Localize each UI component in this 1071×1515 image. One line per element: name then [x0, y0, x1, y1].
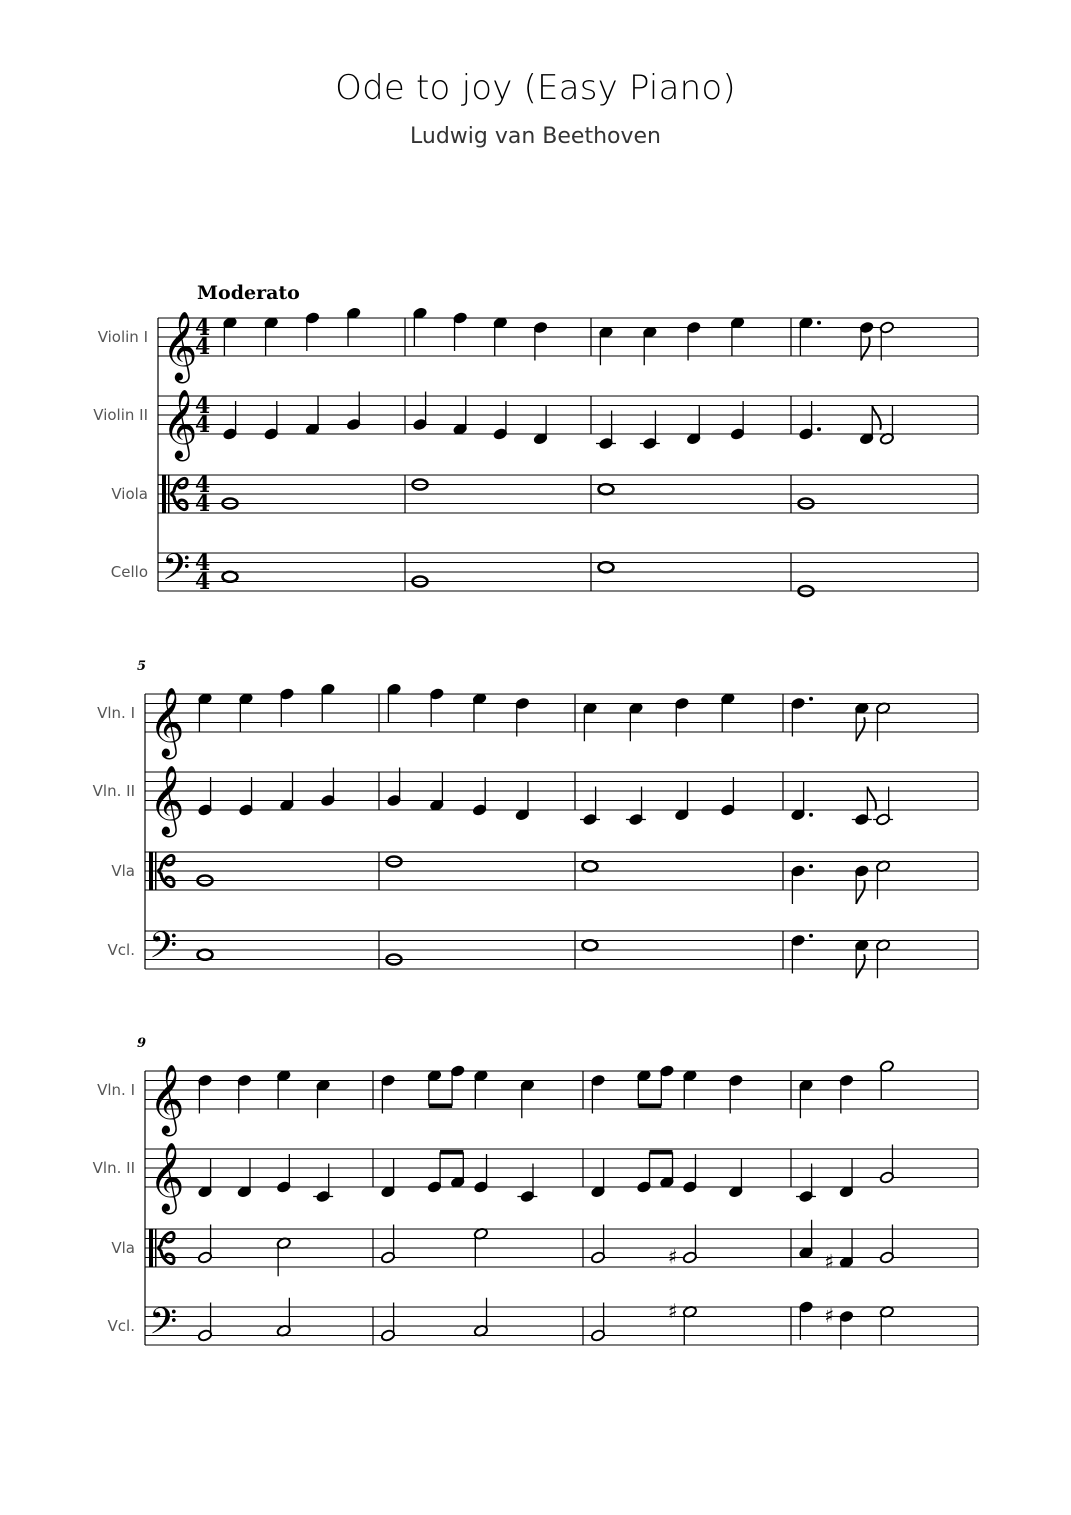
note [305, 312, 320, 351]
note [381, 1225, 396, 1264]
note [852, 787, 876, 826]
treble-clef-icon: 𝄞 [149, 1142, 185, 1212]
note [728, 1159, 743, 1198]
measure [591, 1225, 698, 1269]
note [198, 692, 213, 731]
note [799, 1079, 814, 1118]
staff [93, 389, 978, 461]
note [515, 782, 530, 821]
note [583, 702, 598, 741]
note [279, 772, 294, 811]
measure [599, 316, 745, 365]
notehead [583, 861, 598, 871]
note [730, 401, 745, 440]
note [859, 321, 874, 360]
flag [861, 337, 870, 361]
score-title: Ode to joy (Easy Piano) [335, 68, 736, 108]
note [626, 787, 646, 826]
note [276, 1069, 291, 1108]
measure [583, 940, 598, 950]
note [223, 316, 238, 355]
augmentation-dot [809, 934, 813, 938]
note [730, 316, 745, 355]
note [659, 1152, 674, 1188]
note [198, 777, 213, 816]
instrument-label: Vln. I [97, 1081, 135, 1099]
sharp-icon: ♯ [824, 1249, 835, 1274]
note [387, 683, 402, 722]
instrument-label: Violin I [97, 328, 148, 346]
notehead [583, 940, 598, 950]
note [799, 316, 821, 355]
notehead [198, 950, 213, 960]
measure [599, 484, 614, 494]
note [381, 1074, 396, 1113]
note [599, 484, 614, 494]
note [591, 1303, 606, 1342]
note [854, 939, 869, 978]
staff [111, 1220, 978, 1277]
note [791, 697, 813, 737]
note [472, 692, 487, 731]
note [668, 1225, 697, 1269]
treble-clef-icon: 𝄞 [149, 687, 185, 757]
note [599, 562, 614, 572]
note [427, 1069, 442, 1105]
time-signature-numerator: 4 [195, 472, 211, 498]
note [473, 1298, 488, 1337]
note [305, 396, 320, 435]
measure [198, 1069, 331, 1118]
note [429, 688, 444, 727]
note [223, 401, 238, 440]
measure [413, 307, 548, 361]
augmentation-dot [817, 321, 821, 325]
measure [387, 768, 530, 822]
measure [223, 307, 362, 356]
note [640, 411, 660, 450]
note [876, 939, 891, 978]
augmentation-dot [817, 427, 821, 431]
note [198, 1225, 213, 1264]
measure [381, 1065, 535, 1119]
measure [413, 392, 548, 446]
system [93, 282, 978, 598]
sharp-icon: ♯ [667, 1244, 678, 1269]
note [674, 697, 689, 736]
measure-number: 5 [137, 659, 147, 674]
note [346, 307, 361, 346]
note [839, 1159, 854, 1198]
note [472, 777, 487, 816]
measure [591, 1152, 744, 1198]
instrument-label: Cello [110, 563, 148, 581]
treble-clef-icon: 𝄞 [162, 311, 198, 381]
flag [867, 787, 876, 811]
measure [791, 860, 891, 904]
system [93, 659, 978, 978]
note [599, 326, 614, 365]
time-signature-denominator: 4 [195, 334, 211, 360]
measure [381, 1225, 489, 1267]
note [720, 692, 735, 731]
note [264, 401, 279, 440]
treble-clef-icon: 𝄞 [149, 1064, 185, 1134]
note [533, 406, 548, 445]
note [879, 1305, 894, 1344]
note [493, 316, 508, 355]
note [583, 861, 598, 871]
instrument-label: Vla [111, 862, 135, 880]
measure [791, 782, 894, 826]
note [276, 1237, 291, 1276]
bass-clef-icon: 𝄢 [149, 924, 178, 976]
staff [111, 472, 978, 517]
measure [387, 683, 530, 737]
staff [97, 683, 978, 759]
note [580, 787, 600, 826]
note [791, 934, 813, 974]
notehead [599, 562, 614, 572]
note [591, 1159, 606, 1198]
note [636, 1069, 651, 1105]
note [879, 1060, 894, 1099]
time-signature-denominator: 4 [195, 569, 211, 595]
staff [108, 925, 978, 979]
treble-clef-icon: 𝄞 [149, 765, 185, 835]
measure [580, 777, 735, 826]
notehead [599, 484, 614, 494]
note [515, 697, 530, 736]
staff [97, 1060, 978, 1136]
tempo-marking: Moderato [197, 282, 300, 304]
note [473, 1227, 488, 1266]
measure [198, 1225, 292, 1277]
note [668, 1299, 697, 1345]
measure [596, 401, 745, 450]
instrument-label: Vcl. [107, 941, 135, 959]
note [473, 1154, 488, 1193]
note [276, 1154, 291, 1193]
note [279, 688, 294, 727]
note [628, 702, 643, 741]
note [473, 1069, 488, 1108]
note [238, 692, 253, 731]
note [728, 1074, 743, 1113]
time-signature-numerator: 4 [195, 393, 211, 419]
note [198, 1303, 213, 1342]
note [493, 401, 508, 440]
time-signature-denominator: 4 [195, 412, 211, 438]
note [264, 316, 279, 355]
staff [93, 1142, 978, 1214]
note [320, 683, 335, 722]
note [381, 1159, 396, 1198]
note [591, 1074, 606, 1113]
flag [872, 406, 881, 430]
measure [583, 861, 598, 871]
note [237, 1159, 252, 1198]
notehead [223, 572, 238, 582]
measure [198, 683, 336, 732]
staff [98, 307, 978, 383]
measure [799, 1301, 895, 1350]
measure [591, 1065, 744, 1114]
note [876, 702, 891, 741]
system [93, 1036, 978, 1352]
bass-clef-icon: 𝄢 [162, 546, 191, 598]
note [674, 782, 689, 821]
note [682, 1069, 697, 1108]
measure [198, 768, 336, 817]
note [799, 1301, 814, 1340]
note [854, 702, 869, 741]
instrument-label: Vln. II [92, 1159, 135, 1177]
staff [93, 765, 978, 837]
note [313, 1164, 333, 1203]
flag [856, 954, 865, 978]
note [686, 406, 701, 445]
note [876, 860, 891, 899]
measure [599, 562, 614, 572]
note [520, 1079, 535, 1118]
note [453, 312, 468, 351]
note [198, 1074, 213, 1113]
note [413, 307, 428, 346]
measure-number: 9 [137, 1036, 147, 1051]
note [276, 1298, 291, 1337]
instrument-label: Vln. I [97, 704, 135, 722]
instrument-label: Violin II [93, 406, 148, 424]
note [238, 777, 253, 816]
note [859, 406, 881, 445]
measure [223, 392, 362, 441]
measure [198, 950, 213, 960]
bass-clef-icon: 𝄢 [149, 1300, 178, 1352]
note [879, 1225, 894, 1264]
staff [108, 1298, 978, 1352]
note [796, 1164, 816, 1203]
sharp-icon: ♯ [667, 1298, 678, 1323]
note [533, 321, 548, 360]
staff [111, 547, 978, 598]
time-signature-numerator: 4 [195, 315, 211, 341]
note [346, 392, 361, 431]
measure [198, 1154, 334, 1203]
composer: Ludwig van Beethoven [410, 124, 661, 149]
note [198, 1159, 213, 1198]
measure [223, 572, 238, 582]
note [450, 1152, 465, 1188]
note [591, 1225, 606, 1264]
note [791, 782, 813, 821]
instrument-label: Viola [111, 485, 148, 503]
flag [856, 880, 865, 904]
note [879, 1145, 894, 1184]
note [387, 768, 402, 807]
note [316, 1079, 331, 1118]
treble-clef-icon: 𝄞 [162, 389, 198, 459]
note [799, 1220, 814, 1259]
augmentation-dot [809, 864, 813, 868]
measure [796, 1145, 894, 1203]
instrument-label: Vla [111, 1239, 135, 1257]
note [839, 1074, 854, 1113]
measure [583, 692, 736, 741]
flag [856, 717, 865, 741]
measure [591, 1299, 698, 1345]
note [642, 326, 657, 365]
time-signature-numerator: 4 [195, 550, 211, 576]
note [429, 772, 444, 811]
note [791, 864, 813, 904]
measure [799, 316, 895, 360]
note [320, 768, 335, 807]
note [453, 396, 468, 435]
note [799, 401, 821, 440]
augmentation-dot [809, 697, 813, 701]
note [198, 950, 213, 960]
measure [799, 401, 895, 445]
note [879, 321, 894, 360]
measure [799, 1220, 895, 1274]
note [413, 392, 428, 431]
augmentation-dot [809, 813, 813, 817]
note [682, 1154, 697, 1193]
instrument-label: Vln. II [92, 782, 135, 800]
staff [111, 852, 978, 904]
note [596, 411, 616, 450]
note [381, 1303, 396, 1342]
note [583, 940, 598, 950]
note [854, 865, 869, 904]
note [517, 1164, 537, 1203]
note [223, 572, 238, 582]
note [720, 777, 735, 816]
note [686, 321, 701, 360]
time-signature-denominator: 4 [195, 491, 211, 517]
sharp-icon: ♯ [824, 1303, 835, 1328]
note [237, 1074, 252, 1113]
instrument-label: Vcl. [107, 1317, 135, 1335]
